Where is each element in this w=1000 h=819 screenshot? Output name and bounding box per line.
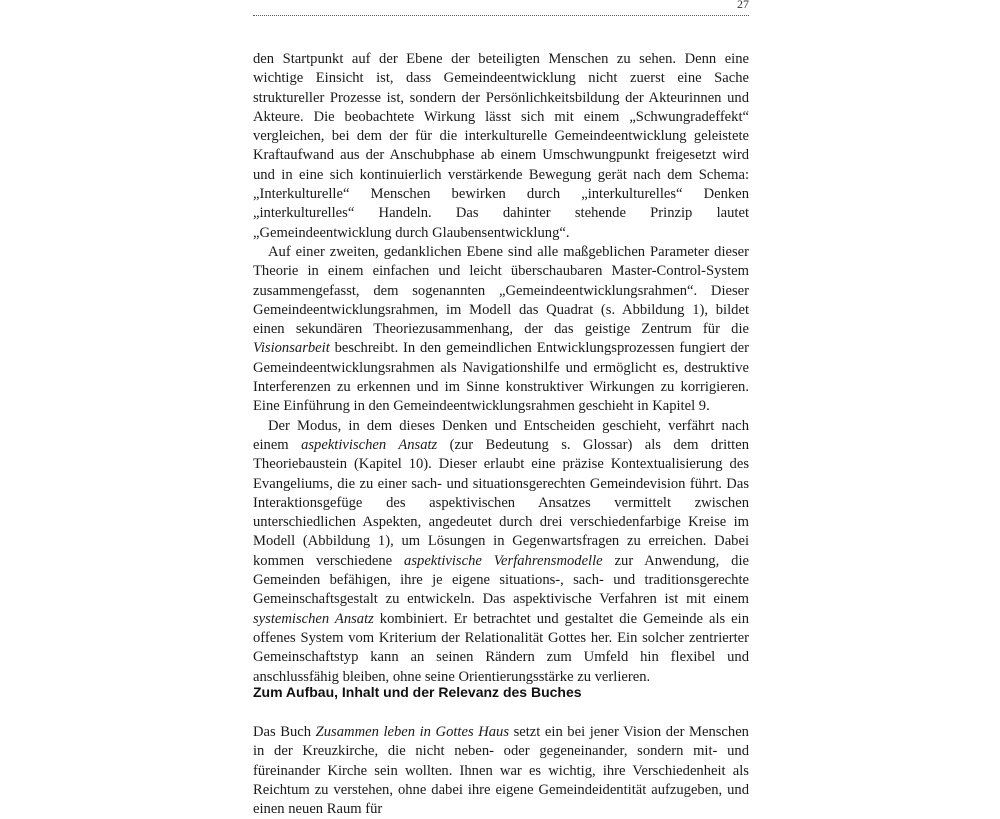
text-run: (zur Bedeutung s. Glossar) als dem dritten Theoriebaustein (Kapitel 10). Dieser erlaubt eine präzise Kontextualisierung des Evangeliums, die zu einer sach- und situationsgerechten Gemeindevision führt. Das Interaktionsgefüge des aspektivischen Ansatzes vermittelt zwischen unterschiedlichen Aspekten, angedeutet durch drei verschiedenfarbige Kreise im Modell (Abbildung 1), um Lösungen in Gegenwartsfragen zu erreichen. Dabei kommen verschiedene	[253, 436, 750, 569]
emphasis: aspektivische Verfahrensmodelle	[404, 552, 603, 569]
emphasis: systemischen Ansatz	[253, 610, 374, 627]
section-heading: Zum Aufbau, Inhalt und der Relevanz des Buches	[253, 684, 582, 700]
text-run: den Startpunkt auf der Ebene der beteiligten Menschen zu sehen. Denn eine wichtige Einsicht ist, dass Gemeindeentwicklung nicht zuerst eine Sache struktureller Prozesse ist, sondern der Persönlichkeitsbildung der Akteurinnen und Akteure. Die beobachtete Wirkung lässt sich mit einem „Schwungradeffekt“ vergleichen, bei dem der für die interkulturelle Gemeindeentwicklung geleistete Kraftaufwand aus der Anschubphase ab einem Umschwungpunkt freigesetzt wird und in eine sich kontinuierlich verstärkende Bewegung gerät nach dem Schema: „Interkulturelle“ Menschen bewirken durch „interkulturelles“ Denken „interkulturelles“ Handeln. Das dahinter stehende Prinzip lautet „Gemeindeentwicklung durch Glaubensentwicklung“.	[253, 51, 749, 241]
text-run: kombiniert. Er betrachtet und gestaltet die Gemeinde als ein offenes System vom Kriterium der Relationalität Gottes her. Ein solcher zentrierter Gemeinschaftstyp kann an seinen Rändern zum Umfeld hin flexibel und anschlussfähig bleiben, ohne seine Orientierungsstärke zu verlieren.	[253, 610, 749, 685]
emphasis: Visionsarbeit	[253, 340, 330, 357]
text-run: Der Modus, in dem dieses Denken und Entscheiden geschieht, verfährt nach einem	[253, 417, 749, 453]
body-text	[253, 50, 749, 687]
section-paragraph	[253, 723, 749, 819]
text-run: Auf einer zweiten, gedanklichen Ebene sind alle maßgeblichen Parameter dieser Theorie in einem einfachen und leicht überschaubaren Master-Control-System zusammengefasst, dem sogenannten „Gemeindeentwicklungsrahmen“. Dieser Gemeindeentwicklungsrahmen, im Modell das Quadrat (s. Abbildung 1), bildet einen sekundären Theoriezusammenhang, der das geistige Zentrum für die	[253, 243, 749, 338]
emphasis: aspektivischen Ansatz	[301, 436, 438, 453]
text-run: zur Anwendung, die Gemeinden befähigen, ihre je eigene situations-, sach- und traditionsgerechte Gemeinschaftsgestalt zu entwickeln. Das aspektivische Verfahren ist mit einem	[253, 552, 749, 608]
paragraph	[253, 243, 749, 417]
running-header	[253, 0, 749, 16]
paragraph	[253, 417, 749, 687]
text-run: setzt ein bei jener Vision der Menschen in der Kreuzkirche, die nicht neben- oder gegeneinander, sondern mit- und füreinander Kirche sein wollten. Ihnen war es wichtig, ihre Verschiedenheit als Reichtum zu verstehen, ohne dabei ihre eigene Gemeindeidentität aufzugeben, und einen neuen Raum für	[253, 724, 749, 818]
paragraph	[253, 50, 749, 243]
book-title: Zusammen leben in Gottes Haus	[315, 724, 510, 740]
page-number: 27	[737, 0, 749, 11]
text-run: Das Buch	[253, 724, 316, 740]
text-run: beschreibt. In den gemeindlichen Entwicklungsprozessen fungiert der Gemeindeentwicklungsrahmen als Navigationshilfe und ermöglicht es, destruktive Interferenzen zu erkennen und im Sinne konstruktiver Wirkungen zu korrigieren. Eine Einführung in den Gemeindeentwicklungsrahmen geschieht in Kapitel 9.	[253, 340, 749, 415]
